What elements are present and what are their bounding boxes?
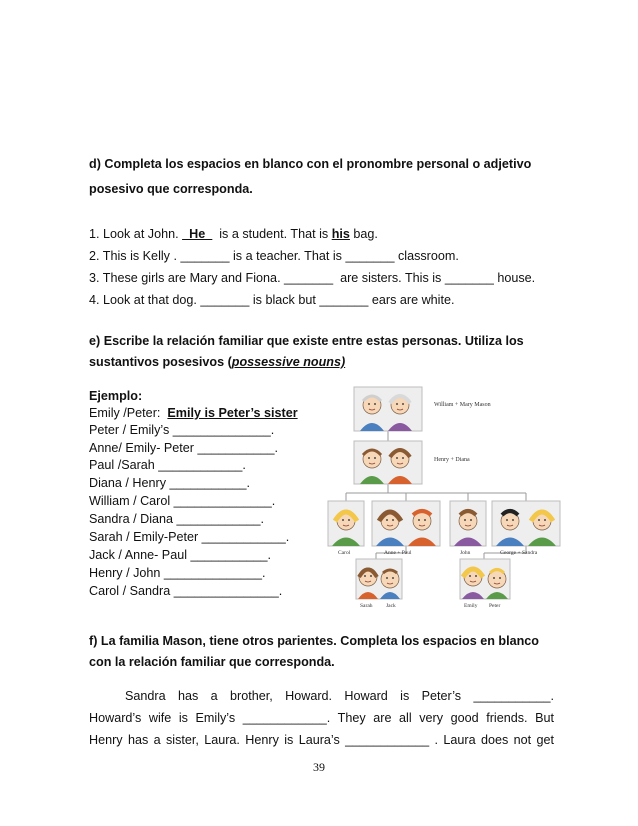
relation-row: Sarah / Emily-Peter ____________. [89, 530, 290, 544]
anne-paul-portrait [372, 501, 440, 546]
section-e-title-line2-pre: sustantivos posesivos ( [89, 355, 232, 369]
example-pre: Emily /Peter: [89, 406, 168, 420]
label-carol: Carol [338, 550, 351, 556]
john-portrait [450, 501, 486, 546]
page-number: 39 [313, 760, 325, 774]
relation-row: Diana / Henry ___________. [89, 476, 251, 490]
relation-row: Anne/ Emily- Peter ___________. [89, 441, 279, 455]
section-f-paragraph-line2: Howard’s wife is Emily’s ____________. They are all very good friends. But [89, 711, 554, 725]
section-f-paragraph-line3: Henry has a sister, Laura. Henry is Laura’s ____________ . Laura does not get [89, 733, 554, 747]
label-parents: Henry + Diana [434, 457, 470, 463]
example-label: Ejemplo: [89, 389, 143, 403]
section-f-title-line1: f) La familia Mason, tiene otros parientes. Completa los espacios en blanco [89, 634, 539, 648]
relation-row: Sandra / Diana ____________. [89, 512, 265, 526]
label-jack: Jack [386, 603, 396, 609]
label-sarah: Sarah [360, 603, 373, 609]
section-d-title-line1: d) Completa los espacios en blanco con el pronombre personal o adjetivo [89, 157, 532, 171]
section-f-paragraph-line1: Sandra has a brother, Howard. Howard is Peter’s ___________. [125, 689, 554, 703]
section-e-title-line2 [89, 355, 345, 369]
section-d-item-1 [89, 227, 378, 241]
parents-portrait [354, 441, 422, 484]
george-sandra-portrait [492, 501, 560, 546]
section-d-item-3: 3. These girls are Mary and Fiona. _______ are sisters. This is _______ house. [89, 271, 536, 285]
section-d-item-4: 4. Look at that dog. _______ is black but _______ ears are white. [89, 293, 455, 307]
label-emily: Emily [464, 603, 478, 609]
relation-row: Henry / John ______________. [89, 566, 266, 580]
section-d-item-2: 2. This is Kelly . _______ is a teacher. That is _______ classroom. [89, 249, 459, 263]
item-1-mid: is a student. That is [212, 227, 332, 241]
section-e-title-line1: e) Escribe la relación familiar que existe entre estas personas. Utiliza los [89, 334, 524, 348]
label-peter: Peter [489, 603, 501, 609]
example-answer: Emily is Peter’s sister [167, 406, 298, 420]
relation-row: Jack / Anne- Paul ___________. [89, 548, 272, 562]
example-line [89, 406, 298, 420]
item-1-pre: 1. Look at John. [89, 227, 183, 241]
label-george-sandra: George + Sandra [500, 550, 538, 556]
relation-row: Peter / Emily’s ______________. [89, 423, 275, 437]
relation-row: Paul /Sarah ____________. [89, 458, 246, 472]
label-anne-paul: Anne + Paul [384, 550, 412, 556]
label-john: John [460, 550, 471, 556]
relation-row: Carol / Sandra _______________. [89, 584, 283, 598]
sarah-jack-portrait [356, 559, 402, 599]
label-grandparents: William + Mary Mason [434, 402, 491, 408]
section-d-title-line2: posesivo que corresponda. [89, 182, 253, 196]
relation-row: William / Carol ______________. [89, 494, 276, 508]
carol-portrait [328, 501, 364, 546]
item-1-blank-answer: _He_ [182, 227, 213, 241]
item-1-answer: his [331, 227, 350, 241]
emily-peter-portrait [460, 559, 510, 599]
section-f-title-line2: con la relación familiar que corresponda. [89, 655, 335, 669]
section-e-title-line2-em: possessive nouns) [231, 355, 346, 369]
item-1-post: bag. [349, 227, 378, 241]
grandparents-portrait [354, 387, 422, 431]
family-tree-illustration [326, 381, 562, 613]
